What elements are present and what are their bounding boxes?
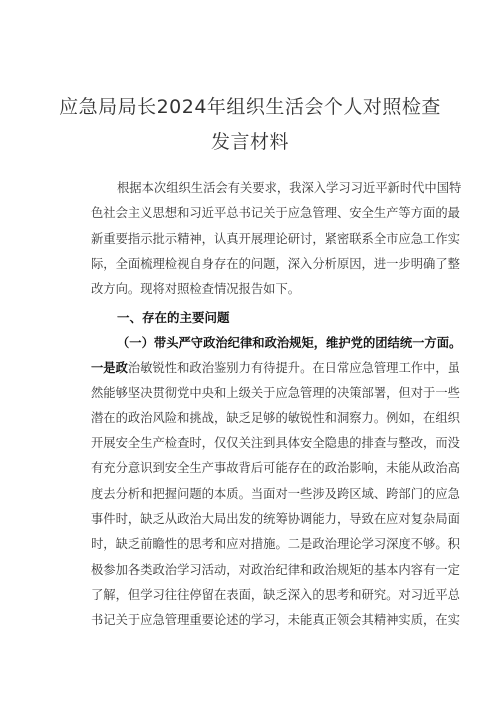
paragraph-line: 极参加各类政治学习活动，对政治纪律和政治规矩的基本内容有一定	[91, 562, 460, 577]
paragraph-line: 书记关于应急管理重要论述的学习，未能真正领会其精神实质，在实	[91, 613, 460, 628]
intro-line: 色社会主义思想和习近平总书记关于应急管理、安全生产等方面的最	[91, 206, 460, 221]
paragraph-line: 潜在的政治风险和挑战，缺乏足够的敏锐性和洞察力。例如，在组织	[91, 410, 460, 425]
paragraph-line: 度去分析和把握问题的本质。当面对一些涉及跨区域、跨部门的应急	[91, 486, 460, 501]
document-title-line1: 应急局局长2024年组织生活会个人对照检查	[59, 96, 441, 118]
paragraph-line: 事件时，缺乏从政治大局出发的统筹协调能力，导致在应对复杂局面	[91, 512, 460, 527]
section1-paragraph	[91, 330, 462, 634]
bold-lead: 一是政	[91, 360, 128, 376]
paragraph-first-line	[91, 355, 460, 380]
intro-line: 根据本次组织生活会有关要求，我深入学习习近平新时代中国特	[117, 181, 462, 195]
paragraph-line: 了解，但学习往往停留在表面，缺乏深入的思考和研究。对习近平总	[91, 587, 460, 602]
intro-line: 际，全面梳理检视自身存在的问题，深入分析原因，进一步明确了整	[91, 256, 460, 271]
paragraph-line: 然能够坚决贯彻党中央和上级关于应急管理的决策部署，但对于一些	[91, 385, 460, 400]
intro-line: 新重要指示批示精神，认真开展理论研讨，紧密联系全市应急工作实	[91, 231, 460, 246]
subsection-heading: （一）带头严守政治纪律和政治规矩，维护党的团结统一方面。	[117, 335, 462, 350]
paragraph-line: 有充分意识到安全生产事故背后可能存在的政治影响，未能从政治高	[91, 461, 460, 476]
lead-rest: 治敏锐性和政治鉴别力有待提升。在日常应急管理工作中，虽	[127, 361, 460, 376]
document-title-line2: 发言材料	[210, 131, 289, 153]
intro-paragraph	[91, 176, 462, 302]
paragraph-line: 开展安全生产检查时，仅仅关注到具体安全隐患的排查与整改，而没	[91, 436, 460, 451]
paragraph-line: 时，缺乏前瞻性的思考和应对措施。二是政治理论学习深度不够。积	[91, 537, 460, 552]
intro-line: 改方向。现将对照检查情况报告如下。	[91, 282, 301, 297]
section-heading: 一、存在的主要问题	[117, 310, 230, 325]
